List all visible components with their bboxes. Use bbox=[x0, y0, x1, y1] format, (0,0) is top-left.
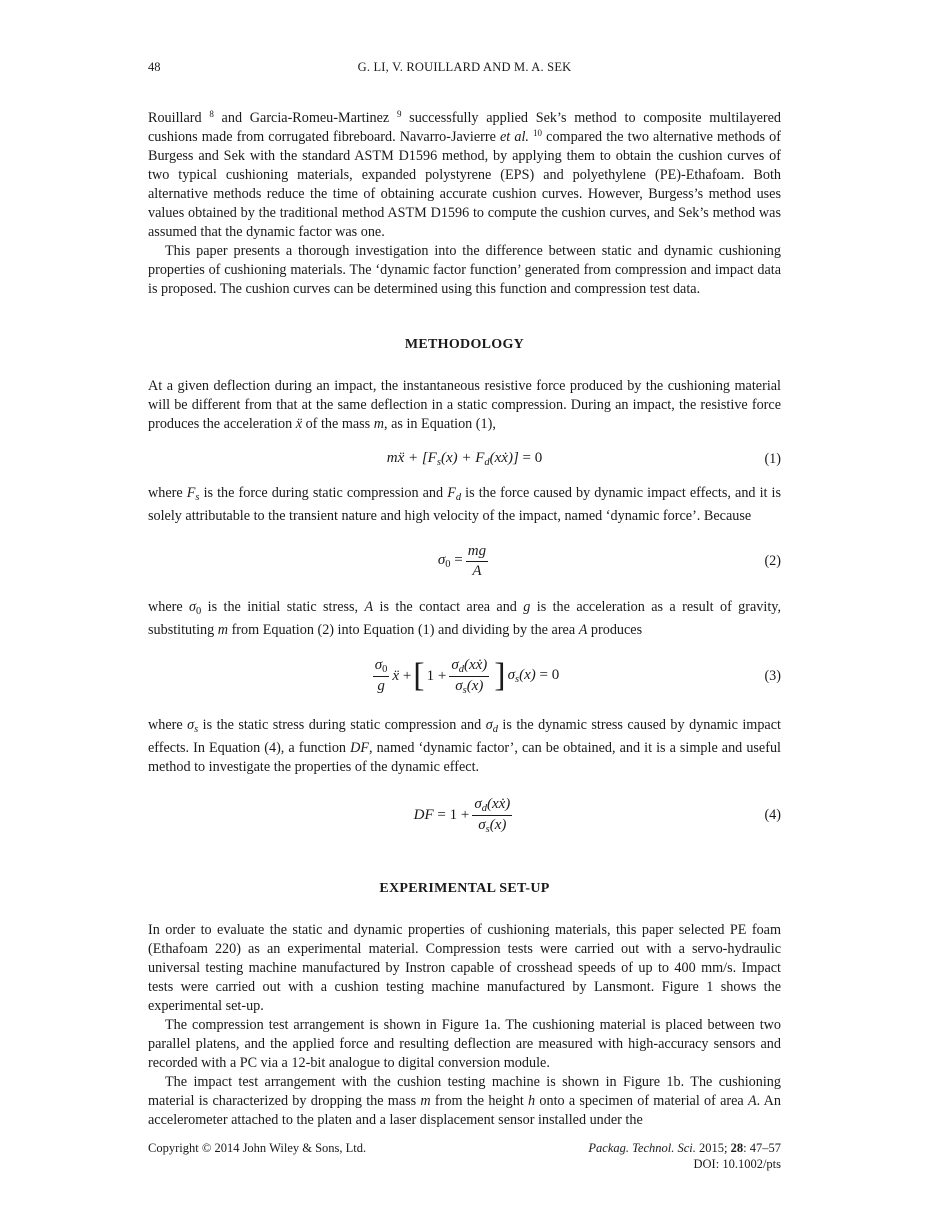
doi[interactable]: DOI: 10.1002/pts bbox=[693, 1157, 781, 1171]
experimental-paragraph-2: The compression test arrangement is shown in Figure 1a. The cushioning material is placed between two parallel platens, and the applied force and resulting deflection are measured with high-accuracy sensors and recorded with a PC via a 12-bit analogue to digital conversion module. bbox=[148, 1017, 781, 1071]
methodology-paragraph-3: where $\sigma_0$ is the initial static stress, A is the contact area and g is the acceleration as a result of gravity, substituting m from Equation (2) into Equation (1) and dividing by the area A produces bbox=[148, 599, 781, 638]
equation-1: mẍ + [$F_s(x)$ + $F_d(xẋ)] = 0$ (1) bbox=[386, 450, 781, 468]
page-body bbox=[148, 60, 781, 1130]
equation-number-1: (1) bbox=[764, 450, 781, 467]
equation-3: $\frac{\sigma_0}{g}$ ẍ + [ 1 + $\frac{\sigma_d(xẋ)}{\sigma_s(x)}$ ] $\sigma_s(x) = 0$ (3) bbox=[374, 656, 781, 696]
running-header bbox=[148, 60, 781, 75]
intro-paragraph-2: This paper presents a thorough investigation into the difference between static and dynamic cushioning properties of cushioning materials. The ‘dynamic factor function’ generated from compression and impact data is proposed. The cushion curves can be determined using this function and compression test data. bbox=[148, 243, 781, 297]
running-authors: G. LI, V. ROUILLARD AND M. A. SEK bbox=[357, 60, 572, 74]
equation-number-4: (4) bbox=[764, 806, 781, 823]
page-number: 48 bbox=[148, 60, 161, 74]
equation-number-3: (3) bbox=[764, 667, 781, 684]
intro-paragraph-1: Rouillard $^8$ and Garcia-Romeu-Martinez $^9$ successfully applied Sek’s method to composite multilayered cushions made from corrugated fibreboard. Navarro-Javierre et al. $^{10}$ compared the two alternative methods of Burgess and Sek with the standard ASTM D1596 method, by applying them to obtain the cushion curves of two typical cushioning materials, expanded polystyrene (EPS) and polyethylene (PE)-Ethafoam. Both alternative methods reduce the time of obtaining accurate cushion curves. However, Burgess’s method uses values obtained by the traditional method ASTM D1596 to compute the cushion curves, and Sek’s method was assumed that the dynamic factor was one. bbox=[148, 109, 782, 240]
equation-number-2: (2) bbox=[764, 552, 781, 569]
citation-8[interactable]: 8 bbox=[209, 109, 214, 119]
citation-9[interactable]: 9 bbox=[396, 109, 402, 119]
journal-volume: 28 bbox=[730, 1141, 744, 1155]
equation-4: DF = 1 + $\frac{\sigma_d(xẋ)}{\sigma_s(x)}$ (4) bbox=[413, 795, 781, 835]
section-heading-experimental: EXPERIMENTAL SET-UP bbox=[379, 881, 550, 896]
copyright-notice: Copyright © 2014 John Wiley & Sons, Ltd. bbox=[148, 1141, 367, 1155]
journal-citation: Packag. Technol. Sci. 2015; 28: 47–57 DOI: 10.1002/pts bbox=[588, 1141, 781, 1171]
equation-2: $\sigma_0$ = $\frac{mg}{A}$ (2) bbox=[437, 542, 781, 579]
section-heading-methodology: METHODOLOGY bbox=[404, 337, 525, 352]
citation-10[interactable]: 10 bbox=[533, 128, 543, 138]
journal-name: Packag. Technol. Sci. bbox=[588, 1141, 696, 1155]
experimental-paragraph-1: In order to evaluate the static and dynamic properties of cushioning materials, this paper selected PE foam (Ethafoam 220) as an experimental material. Compression tests were carried out with a servo-hydraulic universal testing machine manufactured by Instron capable of crosshead speeds of up to 400 mm/s. Impact tests were carried out with a cushion testing machine manufactured by Lansmont. Figure 1 shows the experimental set-up. bbox=[148, 922, 781, 1014]
methodology-paragraph-2: where $F_s$ is the force during static compression and $F_d$ is the force caused by dynamic impact effects, and it is solely attributable to the transient nature and high velocity of the impact, named ‘dynamic force’. Because bbox=[148, 485, 781, 524]
experimental-paragraph-3: The impact test arrangement with the cushion testing machine is shown in Figure 1b. The cushioning material is characterized by dropping the mass m from the height h onto a specimen of material of area A. An accelerometer attached to the platen and a laser displacement sensor installed under the bbox=[148, 1074, 781, 1128]
methodology-paragraph-1: At a given deflection during an impact, the instantaneous resistive force produced by the cushioning material will be different from that at the same deflection in a static compression. During an impact, the resistive force produces the acceleration ẍ of the mass m, as in Equation (1), bbox=[148, 378, 781, 432]
methodology-paragraph-4: where $\sigma_s$ is the static stress during static compression and $\sigma_d$ is the dynamic stress caused by dynamic impact effects. In Equation (4), a function DF, named ‘dynamic factor’, can be obtained, and it is a simple and useful method to investigate the properties of the dynamic effect. bbox=[148, 717, 781, 775]
